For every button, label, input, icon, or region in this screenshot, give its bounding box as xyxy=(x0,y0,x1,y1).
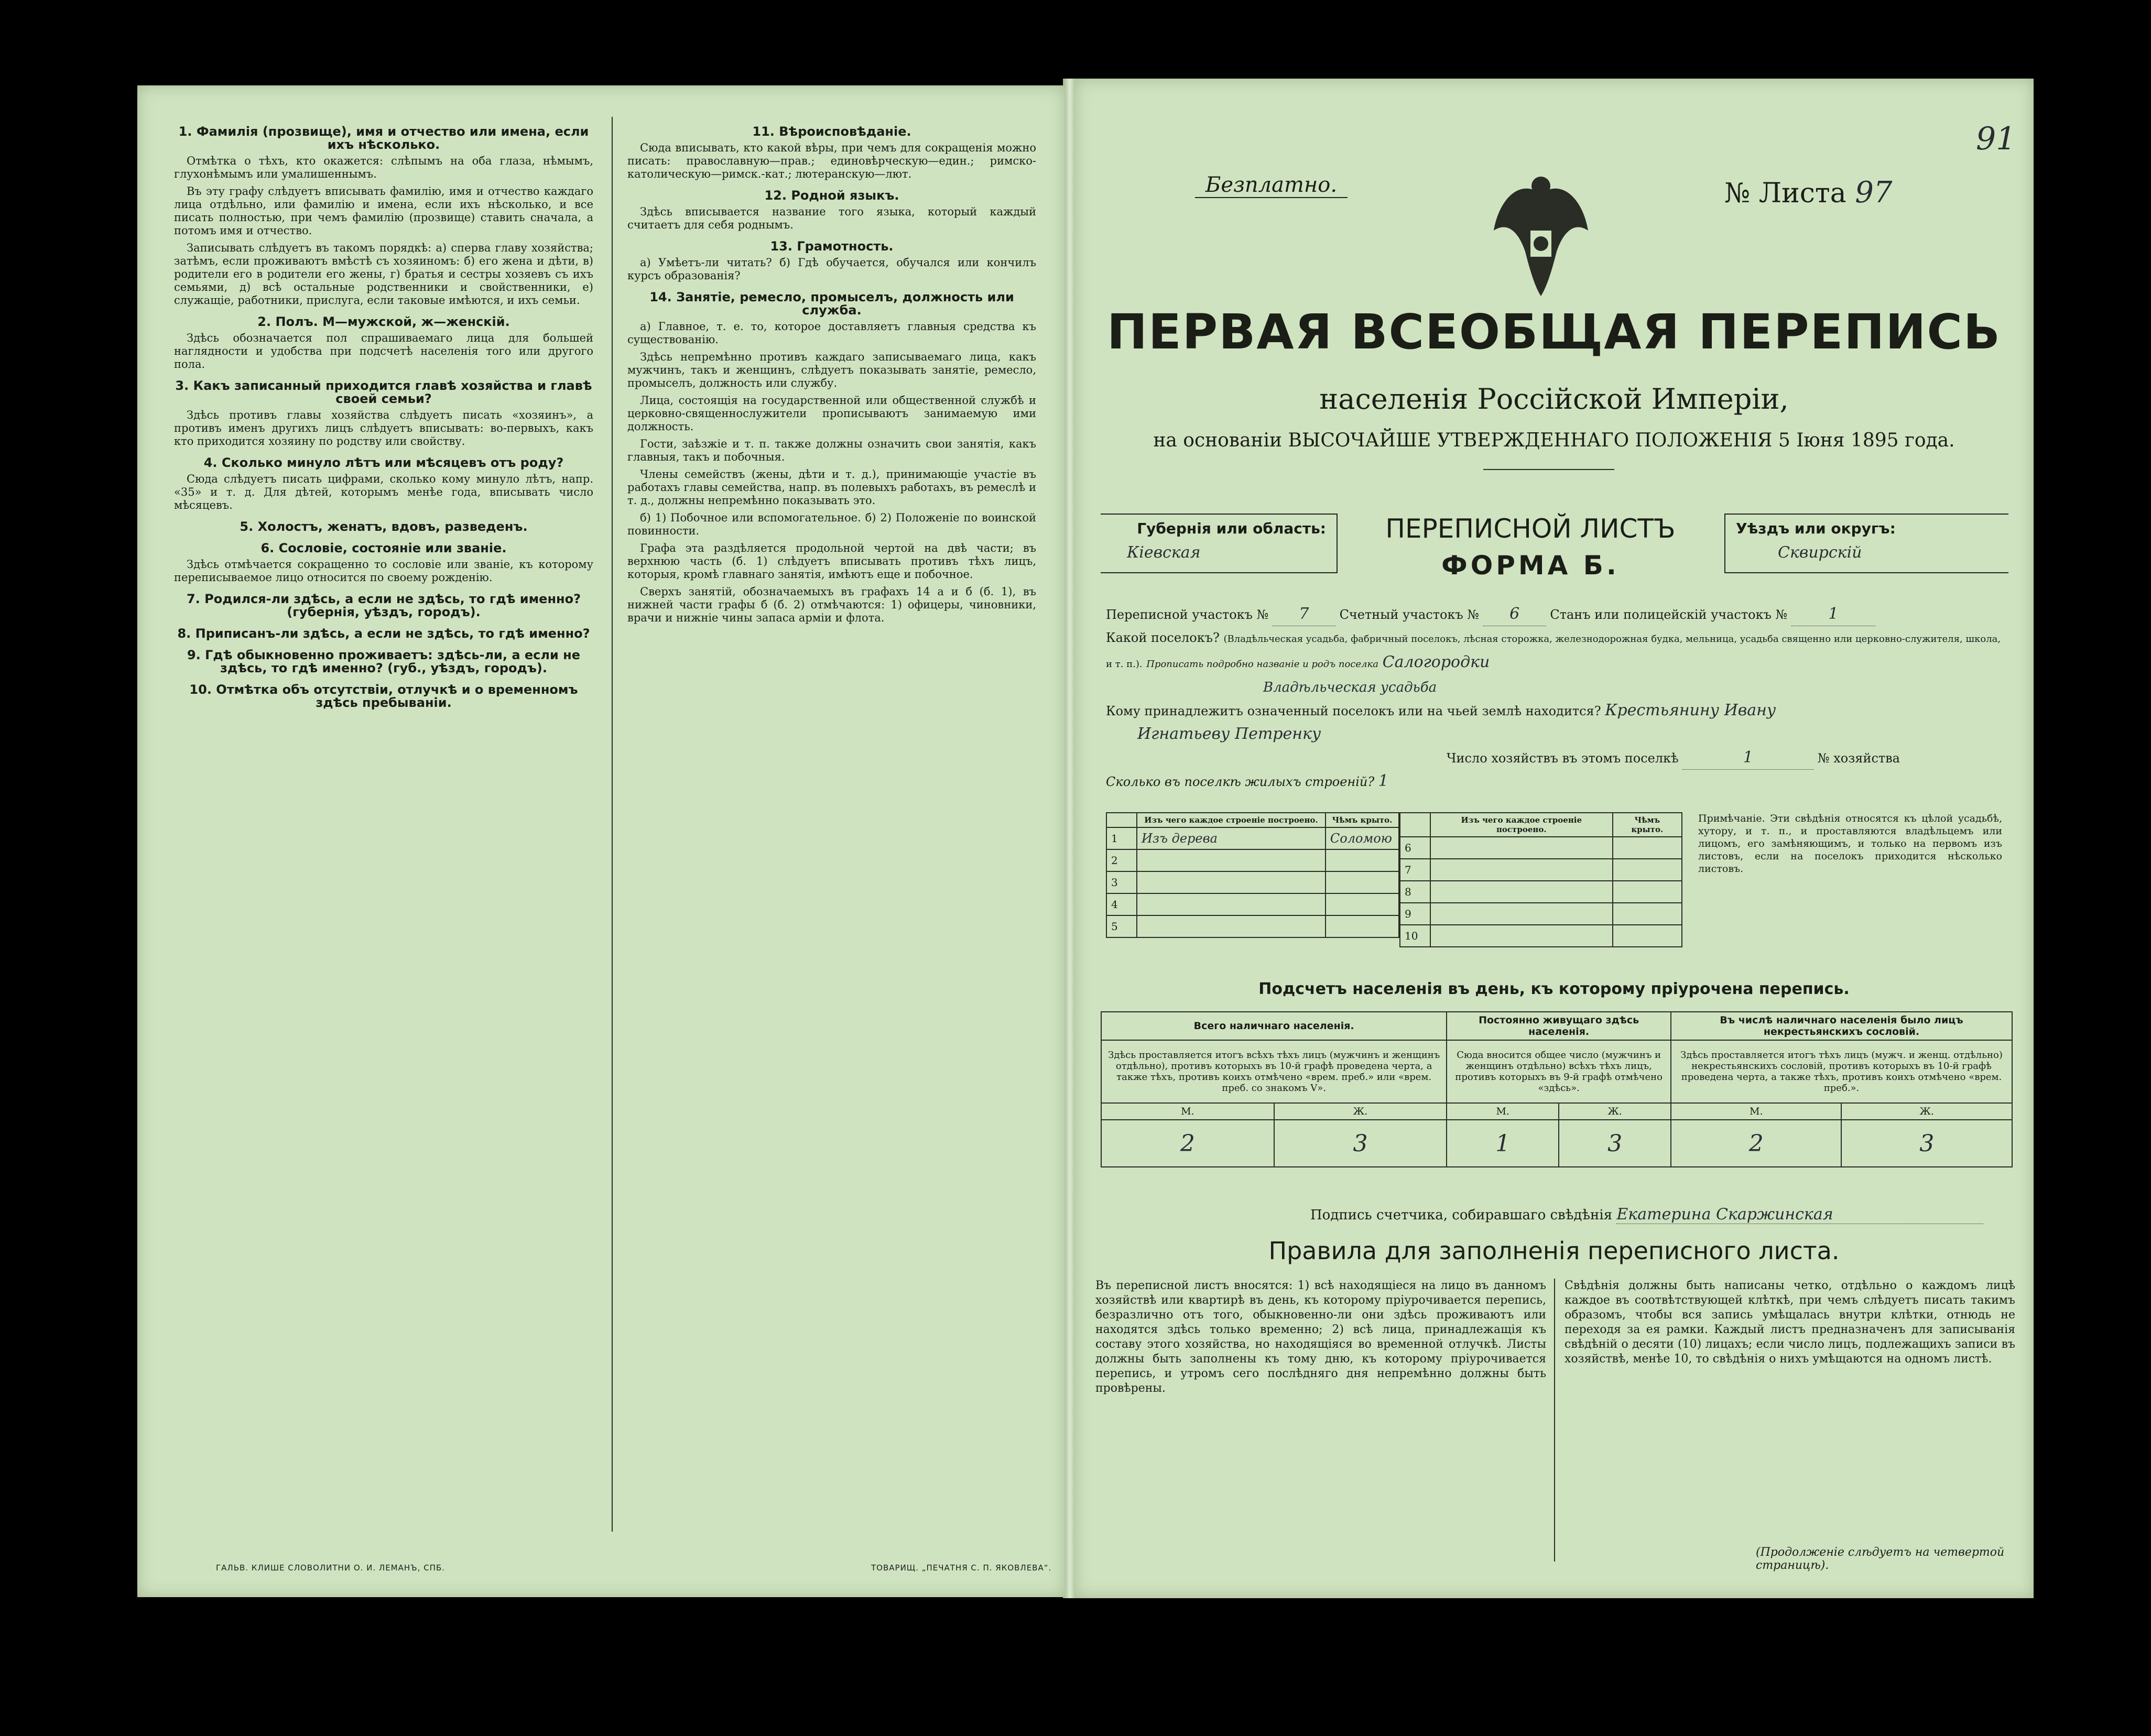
instructions-column-2 xyxy=(627,117,1036,629)
count-female: 3 xyxy=(1841,1120,2012,1167)
building-roof xyxy=(1326,871,1399,893)
building-material xyxy=(1137,915,1326,937)
building-row: 9 xyxy=(1400,903,1682,925)
building-row: 4 xyxy=(1106,893,1399,915)
note-text: Примѣчаніе. Эти свѣдѣнія относятся къ цѣлой усадьбѣ, хутору, и т. п., и проставляются владѣльцемъ или лицомъ, его замѣняющимъ, и только на первомъ изъ листовъ, если на поселокъ приходится нѣсколько листовъ. xyxy=(1698,813,2002,875)
census-basis: на основаніи ВЫСОЧАЙШЕ УТВЕРЖДЕННАГО ПОЛОЖЕНІЯ 5 Іюня 1895 года. xyxy=(1153,430,1955,451)
building-row: 10 xyxy=(1400,925,1682,947)
section-text: а) Умѣетъ-ли читать? б) Гдѣ обучается, обучался или кончилъ курсъ образованія? xyxy=(627,256,1036,282)
building-roof: Соломою xyxy=(1326,827,1399,849)
building-material: Изъ дерева xyxy=(1137,827,1326,849)
section-heading: 13. Грамотность. xyxy=(770,239,894,254)
buildings-value: 1 xyxy=(1378,772,1388,790)
column-divider xyxy=(612,117,613,1532)
section-heading: 14. Занятіе, ремесло, промыселъ, должность или служба. xyxy=(649,290,1014,318)
census-title: ПЕРВАЯ ВСЕОБЩАЯ ПЕРЕПИСЬ xyxy=(1106,304,2002,360)
population-count-table: Всего наличнаго населенія. Постоянно живущаго здѣсь населенія. Въ числѣ наличнаго населенія было лицъ некрестьянскихъ сословій. Здѣсь проставляется итогъ всѣхъ тѣхъ лицъ (мужчинъ и женщинъ отдѣльно), противъ которыхъ въ 10-й графѣ проведена черта, а также тѣхъ, противъ коихъ отмѣчено «врем. преб.» или «врем. преб. со знакомъ V». Сюда вносится общее число (мужчинъ и женщинъ отдѣльно) всѣхъ тѣхъ лицъ, противъ которыхъ въ 9-й графѣ отмѣчено «здѣсь». Здѣсь проставляется итогъ тѣхъ лицъ (мужч. и женщ. отдѣльно) некрестьянскихъ сословій, противъ которыхъ въ 10-й графѣ проведена черта, а также тѣхъ, противъ коихъ отмѣчено «врем. преб.». М. Ж. М. Ж. М. Ж. 2 3 1 3 2 3 xyxy=(1101,1011,2013,1167)
building-row: 1 Изъ дерева Соломою xyxy=(1106,827,1399,849)
imprint-right: ТОВАРИЩ. „ПЕЧАТНЯ С. П. ЯКОВЛЕВА“. xyxy=(871,1563,1052,1573)
section-text: Лица, состоящія на государственной или общественной службѣ и церковно-священнослужители прописываютъ занимаемую ими должность. xyxy=(627,394,1036,433)
section-heading: 2. Полъ. М—мужской, ж—женскій. xyxy=(257,314,510,329)
section-text: а) Главное, т. е. то, которое доставляетъ главныя средства къ существованію. xyxy=(627,320,1036,346)
section-heading: 12. Родной языкъ. xyxy=(764,188,899,203)
section-heading: 8. Приписанъ-ли здѣсь, а если не здѣсь, то гдѣ именно? xyxy=(177,626,590,641)
title-rule xyxy=(1483,469,1614,470)
section-text: Отмѣтка о тѣхъ, кто окажется: слѣпымъ на оба глаза, нѣмымъ, глухонѣмымъ или умалишеннымъ. xyxy=(174,155,593,180)
building-material xyxy=(1137,871,1326,893)
signature-value: Екатерина Скаржинская xyxy=(1616,1205,1983,1224)
section-heading: 1. Фамилія (прозвище), имя и отчество или имена, если ихъ нѣсколько. xyxy=(178,124,589,152)
owner-value-2: Игнатьеву Петренку xyxy=(1137,725,1321,743)
section-text: Въ эту графу слѣдуетъ вписывать фамилію, имя и отчество каждаго лица отдѣльно, или фамилію и имена, если ихъ нѣсколько, и все писать полностью, при чемъ фамилію (прозвище) ставить сначала, а потомъ имя и отчество. xyxy=(174,185,593,237)
count-female: 3 xyxy=(1559,1120,1671,1167)
rules-right-column: Свѣдѣнія должны быть написаны четко, отдѣльно о каждомъ лицѣ каждое въ соотвѣтствующей клѣткѣ, при чемъ слѣдуетъ писать такимъ образомъ, чтобы вся запись умѣщалась внутри клѣтки, отнюдь не переходя за ея рамки. Каждый листъ предназначенъ для записыванія свѣдѣній о десяти (10) лицахъ; если число лицъ, подлежащихъ записи въ хозяйствѣ, менѣе 10, то свѣдѣнія о нихъ умѣщаются на одномъ листѣ. xyxy=(1565,1279,2015,1366)
section-text: Графа эта раздѣляется продольной чертой на двѣ части; въ верхнюю часть (б. 1) слѣдуетъ вписывать противъ тѣхъ лицъ, которыя, кромѣ главнаго занятія, имѣютъ еще и побочное. xyxy=(627,542,1036,581)
count-title: Подсчетъ населенія въ день, къ которому пріурочена перепись. xyxy=(1258,980,1850,998)
signature-row: Подпись счетчика, собиравшаго свѣдѣнія Екатерина Скаржинская xyxy=(1310,1205,1983,1224)
section-heading: 5. Холостъ, женатъ, вдовъ, разведенъ. xyxy=(240,519,528,534)
section-text: Здѣсь отмѣчается сокращенно то сословіе или званіе, къ которому переписываемое лицо относится по своему рожденію. xyxy=(174,558,593,584)
left-page xyxy=(137,85,1065,1597)
continuation-note: (Продолженіе слѣдуетъ на четвертой страницѣ). xyxy=(1756,1546,2005,1572)
poselok-type-value: Владѣльческая усадьба xyxy=(1263,680,1437,695)
uchastok-value: 7 xyxy=(1273,603,1335,626)
building-roof xyxy=(1326,915,1399,937)
form-subtitle: ФОРМА Б. xyxy=(1441,550,1620,581)
count-male: 2 xyxy=(1671,1120,1841,1167)
uezd-box: Уѣздъ или округъ: Сквирскій xyxy=(1724,514,2008,573)
rules-left-column: Въ переписной листъ вносятся: 1) всѣ находящіеся на лицо въ данномъ хозяйствѣ или квартирѣ въ день, къ которому пріурочивается перепись, безразлично отъ того, обыкновенно-ли они здѣсь проживаютъ или находятся здѣсь только временно; 2) всѣ лица, принадлежащія къ составу этого хозяйства, но находящіяся во временной отлучкѣ. Листы должны быть заполнены къ тому дню, къ которому пріурочивается перепись, и утромъ сего послѣдняго дня непремѣнно должны быть провѣрены. xyxy=(1095,1279,1546,1395)
schetny-value: 6 xyxy=(1483,603,1546,626)
location-fields: Переписной участокъ № 7 Счетный участокъ № 6 Станъ или полицейскій участокъ № 1 Какой поселокъ? (Владѣльческая усадьба, фабричный поселокъ, лѣсная сторожка, железнодорожная будка, мельница, усадьба священно или церковно-служителя, школа, и т. п.). Прописать подробно названіе и родъ поселка Салогородки Владѣльческая усадьба Кому принадлежитъ означенный поселокъ или на чьей землѣ находится? Крестьянину Ивану Игнатьеву Петренку Число хозяйствъ въ этомъ поселкѣ 1 № хозяйства Сколько въ поселкѣ жилыхъ строеній? 1 xyxy=(1106,603,2007,793)
section-heading: 7. Родился-ли здѣсь, а если не здѣсь, то гдѣ именно? (губернія, уѣздъ, городъ). xyxy=(186,592,581,619)
building-roof xyxy=(1326,849,1399,871)
building-row: 7 xyxy=(1400,859,1682,881)
section-text: Здѣсь обозначается пол спрашиваемаго лица для большей наглядности и удобства при подсчетѣ населенія того или другого пола. xyxy=(174,332,593,370)
section-heading: 6. Сословіе, состояніе или званіе. xyxy=(260,541,507,555)
building-roof xyxy=(1326,893,1399,915)
households-value: 1 xyxy=(1682,746,1813,770)
section-text: Сюда вписывать, кто какой вѣры, при чемъ для сокращенія можно писать: православную—прав.; единовѣрческую—един.; римско-католическую—римск.-кат.; лютеранскую—лют. xyxy=(627,141,1036,180)
count-male: 1 xyxy=(1447,1120,1559,1167)
gubernia-value: Кіевская xyxy=(1127,543,1201,562)
section-heading: 11. Вѣроисповѣданіе. xyxy=(752,124,911,139)
section-text: Здѣсь непремѣнно противъ каждаго записываемаго лица, какъ мужчинъ, такъ и женщинъ, слѣдуетъ показывать занятіе, ремесло, промыселъ, должность или службу. xyxy=(627,351,1036,389)
building-material xyxy=(1137,849,1326,871)
count-female: 3 xyxy=(1274,1120,1447,1167)
section-text: Здѣсь противъ главы хозяйства слѣдуетъ писать «хозяинъ», а противъ именъ другихъ лицъ слѣдуетъ вписывать: во-первыхъ, какъ кто приходится хозяину по родству или свойству. xyxy=(174,409,593,447)
imprint-left: ГАЛЬВ. КЛИШЕ СЛОВОЛИТНИ О. И. ЛЕМАНЪ, СПБ. xyxy=(216,1563,446,1573)
count-col-desc: Сюда вносится общее число (мужчинъ и женщинъ отдѣльно) всѣхъ тѣхъ лицъ, противъ которыхъ въ 9-й графѣ отмѣчено «здѣсь». xyxy=(1447,1040,1671,1103)
archive-number: 91 xyxy=(1976,121,2016,157)
section-text: Сюда слѣдуетъ писать цифрами, сколько кому минуло лѣтъ, напр. «35» и т. д. Для дѣтей, которымъ менѣе года, вписывать число мѣсяцевъ. xyxy=(174,473,593,511)
section-heading: 3. Какъ записанный приходится главѣ хозяйства и главѣ своей семьи? xyxy=(175,378,592,406)
section-heading: 9. Гдѣ обыкновенно проживаетъ: здѣсь-ли, а если не здѣсь, то гдѣ именно? (губ., уѣздъ, городъ). xyxy=(187,648,581,675)
stan-value: 1 xyxy=(1791,603,1875,626)
free-label: Безплатно. xyxy=(1195,173,1348,198)
count-col-head: Въ числѣ наличнаго населенія было лицъ некрестьянскихъ сословій. xyxy=(1671,1012,2012,1040)
count-col-head: Всего наличнаго населенія. xyxy=(1101,1012,1447,1040)
owner-value: Крестьянину Ивану xyxy=(1605,701,1776,719)
rules-divider xyxy=(1554,1279,1555,1562)
count-male: 2 xyxy=(1101,1120,1274,1167)
section-text: Записывать слѣдуетъ въ такомъ порядкѣ: а) сперва главу хозяйства; затѣмъ, если проживаютъ вмѣстѣ съ хозяиномъ: б) его жена и дѣти, в) родители его в родители его жены, г) братья и сестры хозяевъ съ ихъ семьями, д) всѣ остальные родственники и свойственники, е) служащіе, работники, прислуга, если таковые имѣются, и ихъ семьи. xyxy=(174,242,593,307)
count-col-head: Постоянно живущаго здѣсь населенія. xyxy=(1447,1012,1671,1040)
count-col-desc: Здѣсь проставляется итогъ тѣхъ лицъ (мужч. и женщ. отдѣльно) некрестьянскихъ сословій, противъ которыхъ въ 10-й графѣ проведена черта, а также тѣхъ, противъ коихъ отмѣчено «врем. преб.». xyxy=(1671,1040,2012,1103)
building-material xyxy=(1137,893,1326,915)
building-row: 6 xyxy=(1400,837,1682,859)
buildings-table-right: Изъ чего каждое строеніе построено. Чѣмъ крыто. 6 7 8 9 10 xyxy=(1399,812,1682,947)
sheet-number-label: № Листа xyxy=(1724,178,1846,209)
right-page xyxy=(1074,79,2034,1598)
section-text: Члены семействъ (жены, дѣти и т. д.), принимающіе участіе въ работахъ главы семейства, напр. въ полевыхъ работахъ, въ ремеслѣ и т. д., должны непремѣнно показывать это. xyxy=(627,468,1036,507)
sheet-number-value: 97 xyxy=(1855,176,1893,210)
section-text: Сверхъ занятій, обозначаемыхъ въ графахъ 14 а и б (б. 1), въ нижней части графы б (б. 2) отмѣчаются: 1) офицеры, чиновники, врачи и нижніе чины запаса арміи и флота. xyxy=(627,585,1036,624)
form-title: ПЕРЕПИСНОЙ ЛИСТЪ xyxy=(1385,514,1676,544)
section-heading: 4. Сколько минуло лѣтъ или мѣсяцевъ отъ роду? xyxy=(203,455,564,470)
gubernia-box: Губернія или область: Кіевская xyxy=(1101,514,1338,573)
census-subtitle: населенія Россійской Имперіи, xyxy=(1319,383,1789,416)
section-text: Здѣсь вписывается название того языка, который каждый считаетъ для себя роднымъ. xyxy=(627,205,1036,231)
double-headed-eagle-icon xyxy=(1489,173,1593,299)
building-row: 2 xyxy=(1106,849,1399,871)
building-row: 5 xyxy=(1106,915,1399,937)
building-row: 8 xyxy=(1400,881,1682,903)
building-row: 3 xyxy=(1106,871,1399,893)
rules-title: Правила для заполненія переписного листа. xyxy=(1268,1237,1840,1265)
section-heading: 10. Отмѣтка объ отсутствіи, отлучкѣ и о временномъ здѣсь пребываніи. xyxy=(189,682,578,710)
section-text: б) 1) Побочное или вспомогательное. б) 2) Положеніе по воинской повинности. xyxy=(627,511,1036,537)
buildings-table-left: Изъ чего каждое строеніе построено. Чѣмъ крыто. 1 Изъ дерева Соломою 2 3 4 5 xyxy=(1106,812,1399,938)
count-col-desc: Здѣсь проставляется итогъ всѣхъ тѣхъ лицъ (мужчинъ и женщинъ отдѣльно), противъ которыхъ въ 10-й графѣ проведена черта, а также тѣхъ, противъ коихъ отмѣчено «врем. преб.» или «врем. преб. со знакомъ V». xyxy=(1101,1040,1447,1103)
poselok-value: Салогородки xyxy=(1382,653,1490,671)
instructions-column-1 xyxy=(174,117,593,713)
section-text: Гости, заѣзжіе и т. п. также должны означить свои занятія, какъ главныя, такъ и побочныя. xyxy=(627,438,1036,463)
uezd-value: Сквирскій xyxy=(1778,543,1862,562)
